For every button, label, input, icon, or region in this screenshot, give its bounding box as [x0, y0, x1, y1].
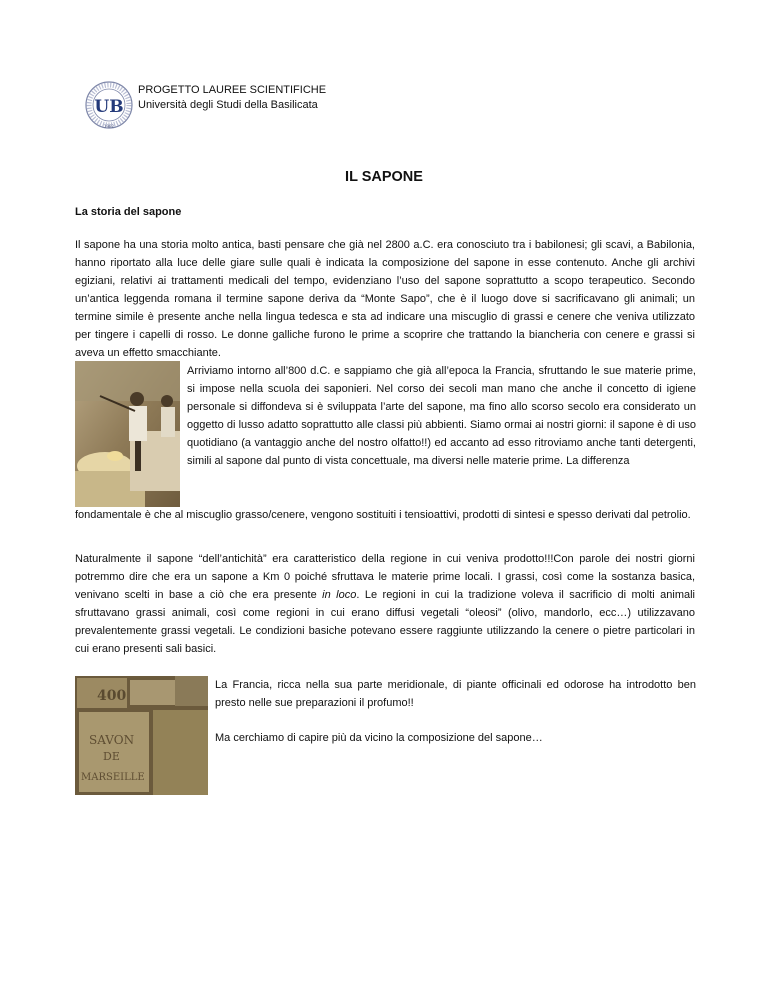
paragraph-history-3: Naturalmente il sapone “dell’antichità” era caratteristico della regione in cui veniva prodotto!!!Con parole dei nostri giorni potremmo dire che era un sapone a Km 0 poiché sfruttava le materie prime locali. I grassi, così come la sostanza basica, venivano scelti in base a ciò che era presente in loco. Le regioni in cui la tradizione voleva il sacrificio di molti animali sfruttavano grassi animali, così come regioni in cui erano diffusi vegetali “oleosi” (olivo, mandorlo, ecc…) utilizzavano prevalentemente grassi vegetali. Le condizioni basiche potevano essere raggiunte utilizzando la cenere o pietre particolari in cui erano presenti sali basici.: [75, 553, 695, 655]
svg-text:UB: UB: [94, 97, 124, 117]
paragraph-history-1: Il sapone ha una storia molto antica, basti pensare che già nel 2800 a.C. era conosciuto tra i babilonesi; gli scavi, a Babilonia, hanno riportato alla luce delle giare sulle quali è indicata la composizione del sapone in esse contenuto. Anche gli archivi egiziani, relativi ai trattamenti medicali del tempo, evidenziano l’uso del sapone soprattutto a scopo terapeutico. Secondo un’antica leggenda romana il termine sapone deriva da “Monte Sapo”, che è il luogo dove si sacrificavano gli animali; un termine simile è presente anche nella lingua tedesca e sta ad indicare una miscuglio di grassi e cenere che veniva utilizzato per tingere i capelli di rosso. Le donne galliche furono le prime a scoprire che trattando la biancheria con cenere e grassi si aveva un effetto smacchiante.: [75, 239, 695, 359]
soap-makers-photo: [75, 361, 180, 507]
paragraph-history-2-continued: fondamentale è che al miscuglio grasso/cenere, vengono sostituiti i tensioattivi, prodotti di sintesi e spesso derivati dal petrolio.: [75, 509, 691, 521]
header: [138, 83, 326, 113]
svg-text:1982: 1982: [103, 124, 115, 129]
document-title: IL SAPONE: [345, 169, 423, 185]
project-name: PROGETTO LAUREE SCIENTIFICHE: [138, 84, 327, 96]
svg-text:DE: DE: [103, 750, 120, 763]
university-name: Università degli Studi della Basilicata: [138, 99, 318, 111]
section-title: La storia del sapone: [75, 206, 182, 218]
paragraph-france: La Francia, ricca nella sua parte meridionale, di piante officinali ed odorose ha introdotto ben presto nelle sue preparazioni il profumo!!: [215, 679, 696, 709]
svg-text:400: 400: [97, 688, 127, 704]
svg-text:SAVON: SAVON: [89, 733, 135, 747]
paragraph-conclusion: Ma cerchiamo di capire più da vicino la composizione del sapone…: [215, 732, 543, 744]
svg-text:MARSEILLE: MARSEILLE: [81, 772, 145, 783]
paragraph-history-2: Arriviamo intorno all’800 d.C. e sappiamo che già all’epoca la Francia, sfruttando le sue materie prime, si impose nella scuola dei saponieri. Nel corso dei secoli man mano che anche il concetto di igiene personale si diffondeva si è sviluppata l’arte del sapone, ma fino allo scorso secolo era considerato un oggetto di lusso adatto soprattutto alle classi più abbienti. Siamo ormai ai nostri giorni: il sapone è di uso quotidiano (a vantaggio anche del nostro olfatto!!) ed accanto ad esso ritroviamo anche tanti detergenti, simili al sapone dal punto di vista concettuale, ma diversi nelle materie prime. La differenza: [187, 365, 696, 467]
savon-de-marseille-photo: [75, 676, 208, 795]
university-seal-logo: [84, 78, 134, 133]
